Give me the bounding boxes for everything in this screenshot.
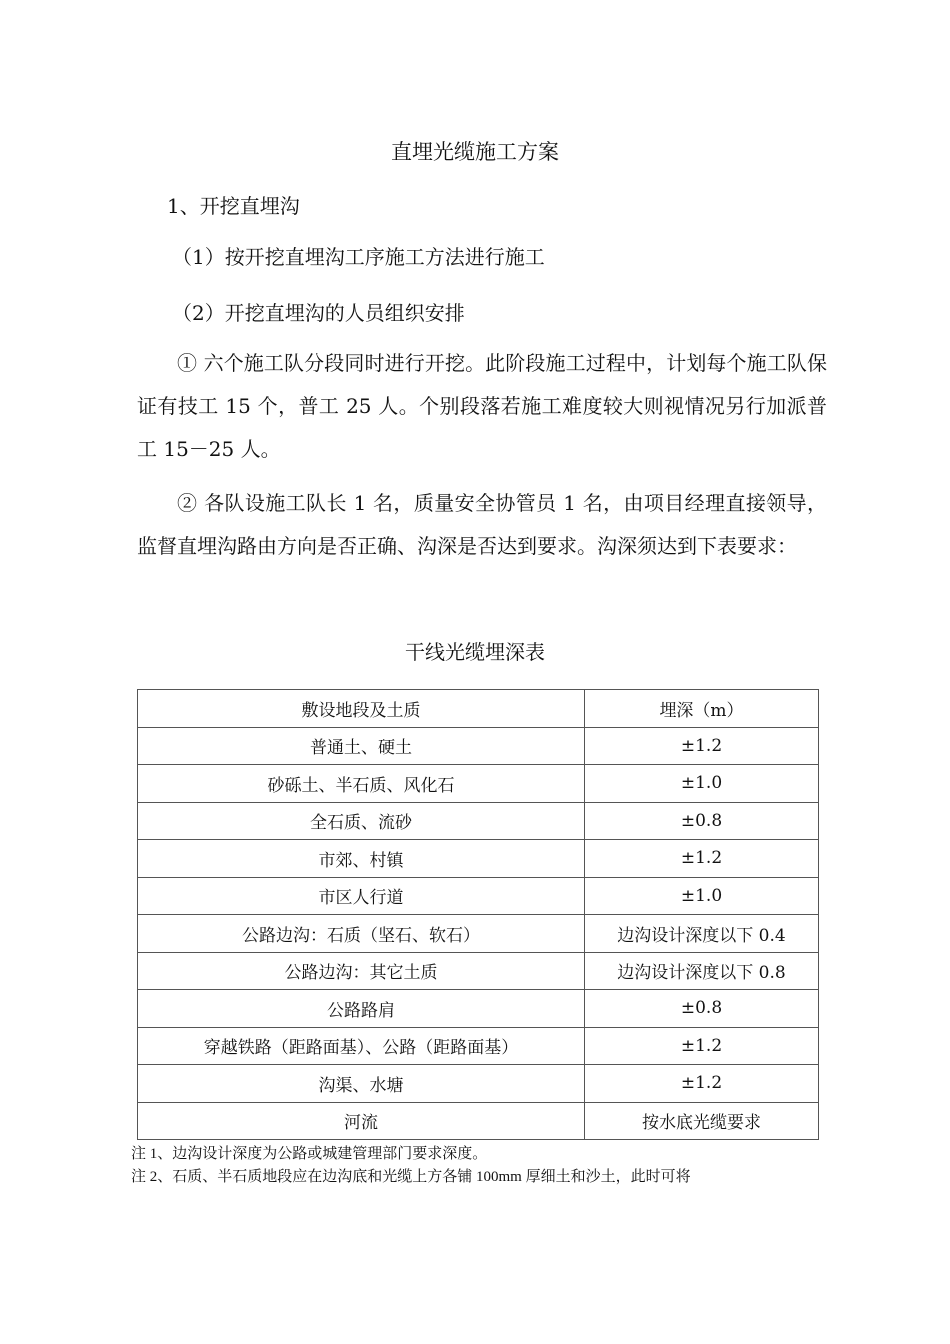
table-cell: 边沟设计深度以下 0.8 — [585, 952, 819, 990]
table-cell: ±1.2 — [585, 1065, 819, 1103]
table-cell: 普通土、硬土 — [138, 727, 585, 765]
section-heading: 1、开挖直埋沟 — [167, 194, 300, 218]
table-note-2: 注 2、石质、半石质地段应在边沟底和光缆上方各铺 100mm 厚细土和沙土，此时可将 — [131, 1169, 691, 1185]
table-cell: ±1.0 — [585, 877, 819, 915]
table-cell: 沟渠、水塘 — [138, 1065, 585, 1103]
table-title: 干线光缆埋深表 — [405, 640, 545, 664]
table-header-row — [138, 690, 819, 728]
table-cell: 公路路肩 — [138, 990, 585, 1028]
table-cell: ±1.2 — [585, 727, 819, 765]
table-cell: 市区人行道 — [138, 877, 585, 915]
table-cell: ±1.2 — [585, 1027, 819, 1065]
table-row — [138, 1102, 819, 1140]
table-note-1: 注 1、边沟设计深度为公路或城建管理部门要求深度。 — [131, 1146, 488, 1162]
table-cell: 市郊、村镇 — [138, 840, 585, 878]
table-row — [138, 877, 819, 915]
table-cell: ±1.2 — [585, 840, 819, 878]
table-cell: ±1.0 — [585, 765, 819, 803]
table-row — [138, 1065, 819, 1103]
document-title: 直埋光缆施工方案 — [391, 140, 559, 164]
paragraph-1: ① 六个施工队分段同时进行开挖。此阶段施工过程中，计划每个施工队保证有技工 15 个，普工 25 人。个别段落若施工难度较大则视情况另行加派普工 15－25 人。 — [137, 351, 827, 461]
table-row — [138, 765, 819, 803]
table-cell: ±0.8 — [585, 990, 819, 1028]
depth-table — [137, 689, 819, 1140]
sub-item-1: （1）按开挖直埋沟工序施工方法进行施工 — [172, 245, 545, 269]
sub-item-2: （2）开挖直埋沟的人员组织安排 — [172, 301, 465, 325]
table-cell: 砂砾土、半石质、风化石 — [138, 765, 585, 803]
header-cell: 埋深（m） — [585, 690, 819, 728]
table-row — [138, 990, 819, 1028]
table-row — [138, 915, 819, 953]
table-cell: 按水底光缆要求 — [585, 1102, 819, 1140]
table-row — [138, 840, 819, 878]
table-row — [138, 727, 819, 765]
table-row — [138, 952, 819, 990]
table-cell: 全石质、流砂 — [138, 802, 585, 840]
table-cell: 公路边沟：其它土质 — [138, 952, 585, 990]
table-cell: 边沟设计深度以下 0.4 — [585, 915, 819, 953]
table-cell: 穿越铁路（距路面基）、公路（距路面基） — [138, 1027, 585, 1065]
table-row — [138, 802, 819, 840]
table-cell: ±0.8 — [585, 802, 819, 840]
table-row — [138, 1027, 819, 1065]
table-cell: 公路边沟：石质（坚石、软石） — [138, 915, 585, 953]
paragraph-2: ② 各队设施工队长 1 名，质量安全协管员 1 名，由项目经理直接领导，监督直埋沟路由方向是否正确、沟深是否达到要求。沟深须达到下表要求： — [137, 491, 827, 558]
header-cell: 敷设地段及土质 — [138, 690, 585, 728]
table-cell: 河流 — [138, 1102, 585, 1140]
